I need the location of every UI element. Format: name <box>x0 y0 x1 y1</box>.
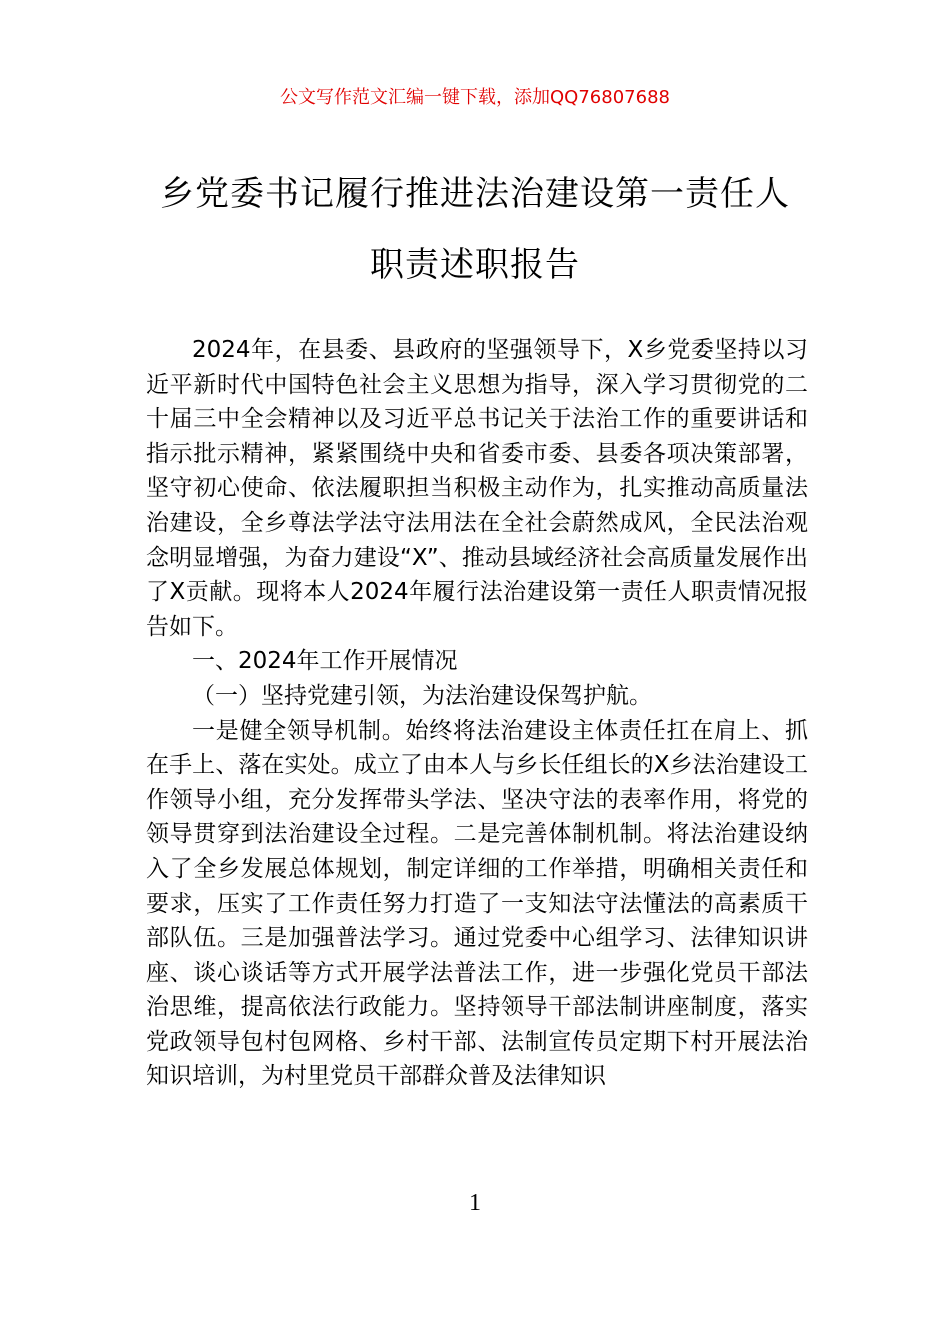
subsection-heading: （一）坚持党建引领，为法治建设保驾护航。 <box>192 682 652 709</box>
document-body <box>146 333 808 1094</box>
paragraph-content: 一是健全领导机制。始终将法治建设主体责任扛在肩上、抓在手上、落在实处。成立了由本人与乡长任组长的X乡法治建设工作领导小组，充分发挥带头学法、坚决守法的表率作用，将党的领导贯穿到法治建设全过程。二是完善体制机制。将法治建设纳入了全乡发展总体规划，制定详细的工作举措，明确相关责任和要求，压实了工作责任努力打造了一支知法守法懂法的高素质干部队伍。三是加强普法学习。通过党委中心组学习、法律知识讲座、谈心谈话等方式开展学法普法工作，进一步强化党员干部法治思维，提高依法行政能力。坚持领导干部法制讲座制度，落实党政领导包村包网格、乡村干部、法制宣传员定期下村开展法治知识培训，为村里党员干部群众普及法律知识 <box>146 717 808 1090</box>
paragraph-intro: 2024年，在县委、县政府的坚强领导下，X乡党委坚持以习近平新时代中国特色社会主义思想为指导，深入学习贯彻党的二十届三中全会精神以及习近平总书记关于法治工作的重要讲话和指示批示精神，紧紧围绕中央和省委市委、县委各项决策部署，坚守初心使命、依法履职担当积极主动作为，扎实推动高质量法治建设，全乡尊法学法守法用法在全社会蔚然成风，全民法治观念明显增强，为奋力建设“X”、推动县域经济社会高质量发展作出了X贡献。现将本人2024年履行法治建设第一责任人职责情况报告如下。 <box>146 337 808 640</box>
title-line-1: 乡党委书记履行推进法治建设第一责任人 <box>160 174 790 214</box>
promo-banner: 公文写作范文汇编一键下载，添加QQ76807688 <box>280 87 670 108</box>
section-heading: 一、2024年工作开展情况 <box>192 648 458 675</box>
title-line-2: 职责述职报告 <box>370 245 580 285</box>
page-number: 1 <box>469 1190 481 1216</box>
